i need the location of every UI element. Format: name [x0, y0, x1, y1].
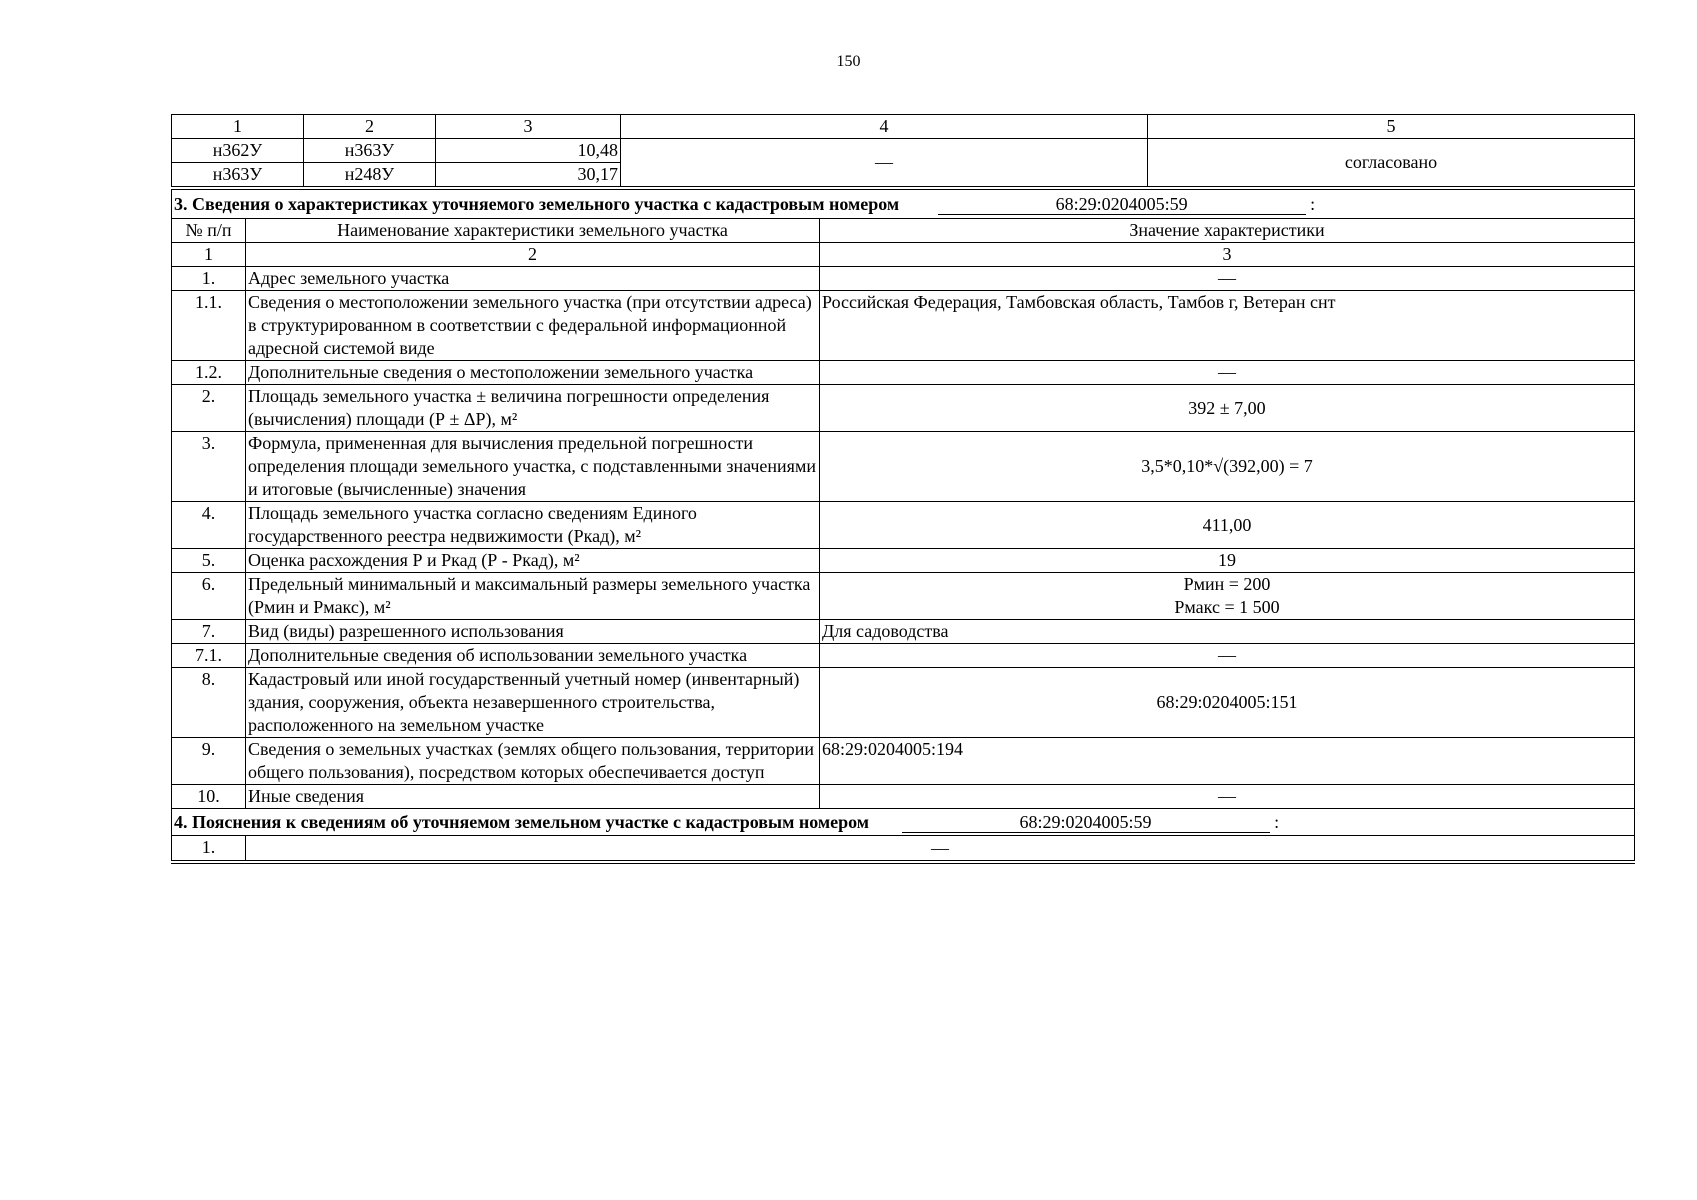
table-row — [172, 573, 1635, 620]
row-name: Площадь земельного участка согласно сведениям Единого государственного реестра недвижимости (Ркад), м² — [246, 502, 820, 549]
row-value: Для садоводства — [820, 620, 1635, 644]
col-index-3: 3 — [436, 115, 621, 139]
row-number: 7.1. — [172, 644, 246, 668]
row-value: 411,00 — [820, 502, 1635, 549]
table-row — [172, 361, 1635, 385]
row-number: 1.2. — [172, 361, 246, 385]
row-number: 3. — [172, 432, 246, 502]
row-value — [820, 573, 1635, 620]
table-row — [172, 502, 1635, 549]
col-index-4: 4 — [621, 115, 1148, 139]
row-value: 19 — [820, 549, 1635, 573]
section4-suffix: : — [1274, 811, 1280, 832]
row-value: — — [246, 836, 1635, 863]
row-name: Формула, примененная для вычисления предельной погрешности определения площади земельного участка, с подставленными значениями и итоговые (вычисленные) значения — [246, 432, 820, 502]
row-name: Оценка расхождения Р и Ркад (Р - Ркад), м² — [246, 549, 820, 573]
table-row — [172, 836, 1635, 863]
point-to: н363У — [304, 139, 436, 163]
table-row — [172, 291, 1635, 361]
row-value: — — [820, 267, 1635, 291]
section4-cadastral-number: 68:29:0204005:59 — [902, 812, 1270, 833]
col-header-num: № п/п — [172, 219, 246, 243]
table-row — [172, 738, 1635, 785]
row-name: Дополнительные сведения о местоположении земельного участка — [246, 361, 820, 385]
parcel-characteristics-table — [171, 189, 1635, 864]
segment-length: 10,48 — [436, 139, 621, 163]
boundary-continuation-table — [171, 114, 1635, 187]
row-number: 10. — [172, 785, 246, 809]
section4-heading-row — [172, 809, 1635, 836]
section4-title-text: 4. Пояснения к сведениям об уточняемом земельном участке с кадастровым номером — [174, 811, 870, 832]
area-max-value: Рмакс = 1 500 — [1174, 597, 1280, 617]
table-row — [172, 267, 1635, 291]
col-index-2: 2 — [304, 115, 436, 139]
table-row — [172, 139, 1635, 163]
row-number: 8. — [172, 668, 246, 738]
column-index-row — [172, 243, 1635, 267]
col-header-value: Значение характеристики — [820, 219, 1635, 243]
col-header-name: Наименование характеристики земельного участка — [246, 219, 820, 243]
table-row — [172, 549, 1635, 573]
section3-cadastral-number: 68:29:0204005:59 — [938, 194, 1306, 215]
row-number: 4. — [172, 502, 246, 549]
point-from: н363У — [172, 163, 304, 187]
section3-suffix: : — [1310, 193, 1316, 214]
row-number: 1. — [172, 836, 246, 863]
row-number: 9. — [172, 738, 246, 785]
row-value: — — [820, 785, 1635, 809]
section3-heading-row — [172, 190, 1635, 219]
row-number: 7. — [172, 620, 246, 644]
section4-title — [172, 809, 1635, 836]
row-value: 3,5*0,10*√(392,00) = 7 — [820, 432, 1635, 502]
col4-value: — — [621, 139, 1148, 187]
row-value: Российская Федерация, Тамбовская область, Тамбов г, Ветеран снт — [820, 291, 1635, 361]
row-value: 68:29:0204005:194 — [820, 738, 1635, 785]
row-name: Вид (виды) разрешенного использования — [246, 620, 820, 644]
row-number: 1. — [172, 267, 246, 291]
col-index-2: 2 — [246, 243, 820, 267]
column-header-row — [172, 219, 1635, 243]
point-from: н362У — [172, 139, 304, 163]
section3-title — [172, 190, 1635, 219]
row-name: Дополнительные сведения об использовании земельного участка — [246, 644, 820, 668]
row-value: 68:29:0204005:151 — [820, 668, 1635, 738]
table-row — [172, 385, 1635, 432]
row-name: Иные сведения — [246, 785, 820, 809]
table-row — [172, 620, 1635, 644]
column-index-row — [172, 115, 1635, 139]
row-name: Адрес земельного участка — [246, 267, 820, 291]
table-row — [172, 668, 1635, 738]
row-number: 2. — [172, 385, 246, 432]
row-name: Площадь земельного участка ± величина погрешности определения (вычисления) площади (Р ± ΔР), м² — [246, 385, 820, 432]
row-value: — — [820, 361, 1635, 385]
segment-length: 30,17 — [436, 163, 621, 187]
row-value: — — [820, 644, 1635, 668]
row-number: 6. — [172, 573, 246, 620]
table-row — [172, 785, 1635, 809]
col-index-1: 1 — [172, 115, 304, 139]
row-name: Сведения о местоположении земельного участка (при отсутствии адреса) в структурированном в соответствии с федеральной информационной адресной системой виде — [246, 291, 820, 361]
point-to: н248У — [304, 163, 436, 187]
col-index-5: 5 — [1148, 115, 1635, 139]
col-index-3: 3 — [820, 243, 1635, 267]
area-min-value: Рмин = 200 — [1183, 574, 1271, 594]
row-name: Сведения о земельных участках (землях общего пользования, территории общего пользования), посредством которых обеспечивается доступ — [246, 738, 820, 785]
row-value: 392 ± 7,00 — [820, 385, 1635, 432]
page-number: 150 — [836, 53, 861, 70]
col-index-1: 1 — [172, 243, 246, 267]
row-number: 5. — [172, 549, 246, 573]
table-row — [172, 432, 1635, 502]
row-number: 1.1. — [172, 291, 246, 361]
table-row — [172, 644, 1635, 668]
row-name: Предельный минимальный и максимальный размеры земельного участка (Рмин и Рмакс), м² — [246, 573, 820, 620]
approval-status: согласовано — [1148, 139, 1635, 187]
row-name: Кадастровый или иной государственный учетный номер (инвентарный) здания, сооружения, объекта незавершенного строительства, расположенного на земельном участке — [246, 668, 820, 738]
section3-title-text: 3. Сведения о характеристиках уточняемого земельного участка с кадастровым номером — [174, 193, 900, 214]
